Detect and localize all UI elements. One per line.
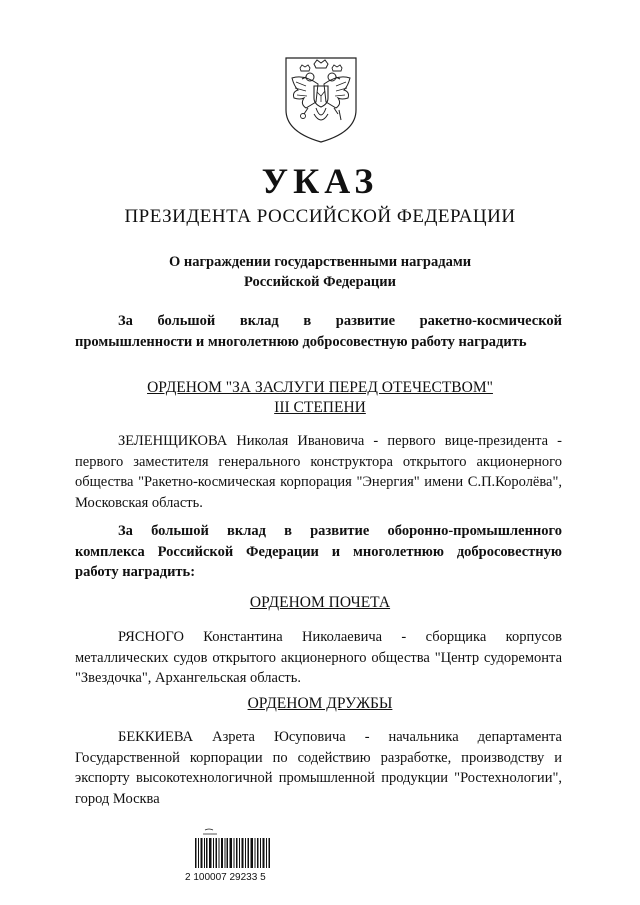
document-title: УКАЗ	[261, 161, 379, 201]
decree-heading	[0, 252, 640, 292]
section-1-intro: За большой вклад в развитие ракетно-космической промышленности и многолетнюю добросовестную работу наградить	[75, 313, 562, 350]
section-3-order	[0, 694, 640, 714]
barcode-number: 2 100007 29233 5	[185, 872, 266, 883]
order-title-2: ОРДЕНОМ ПОЧЕТА	[249, 594, 391, 611]
barcode-graphic	[193, 828, 273, 868]
section-3-recipient: БЕККИЕВА Азрета Юсуповича - начальника департамента Государственной корпорации по содействию разработке, производству и экспорту высокотехнологичной промышленной продукции "Ростехнологии", город Москва	[75, 729, 562, 807]
section-1-recipient: ЗЕЛЕНЩИКОВА Николая Ивановича - первого вице-президента - первого заместителя генерального конструктора открытого акционерного общества "Ракетно-космическая корпорация "Энергия" имени С.П.Королёва", Московская область.	[75, 433, 562, 511]
order-title-3: ОРДЕНОМ ДРУЖБЫ	[247, 695, 393, 712]
document-subtitle: ПРЕЗИДЕНТА РОССИЙСКОЙ ФЕДЕРАЦИИ	[124, 206, 516, 227]
section-2-recipient: РЯСНОГО Константина Николаевича - сборщика корпусов металлических судов открытого акционерного общества "Центр судоремонта "Звездочка", Архангельская область.	[75, 629, 562, 686]
section-2-order	[0, 593, 640, 613]
heading-line-1: О награждении государственными наградами	[168, 254, 472, 270]
heading-line-2: Российской Федерации	[243, 274, 396, 290]
order-degree-1: III СТЕПЕНИ	[274, 399, 366, 416]
coat-of-arms-emblem	[278, 52, 364, 144]
barcode-block	[185, 828, 285, 883]
section-1-order	[0, 378, 640, 418]
order-title-1: ОРДЕНОМ "ЗА ЗАСЛУГИ ПЕРЕД ОТЕЧЕСТВОМ"	[147, 379, 493, 396]
section-2-intro: За большой вклад в развитие оборонно-промышленного комплекса Российской Федерации и многолетнюю добросовестную работу наградить:	[75, 523, 562, 580]
